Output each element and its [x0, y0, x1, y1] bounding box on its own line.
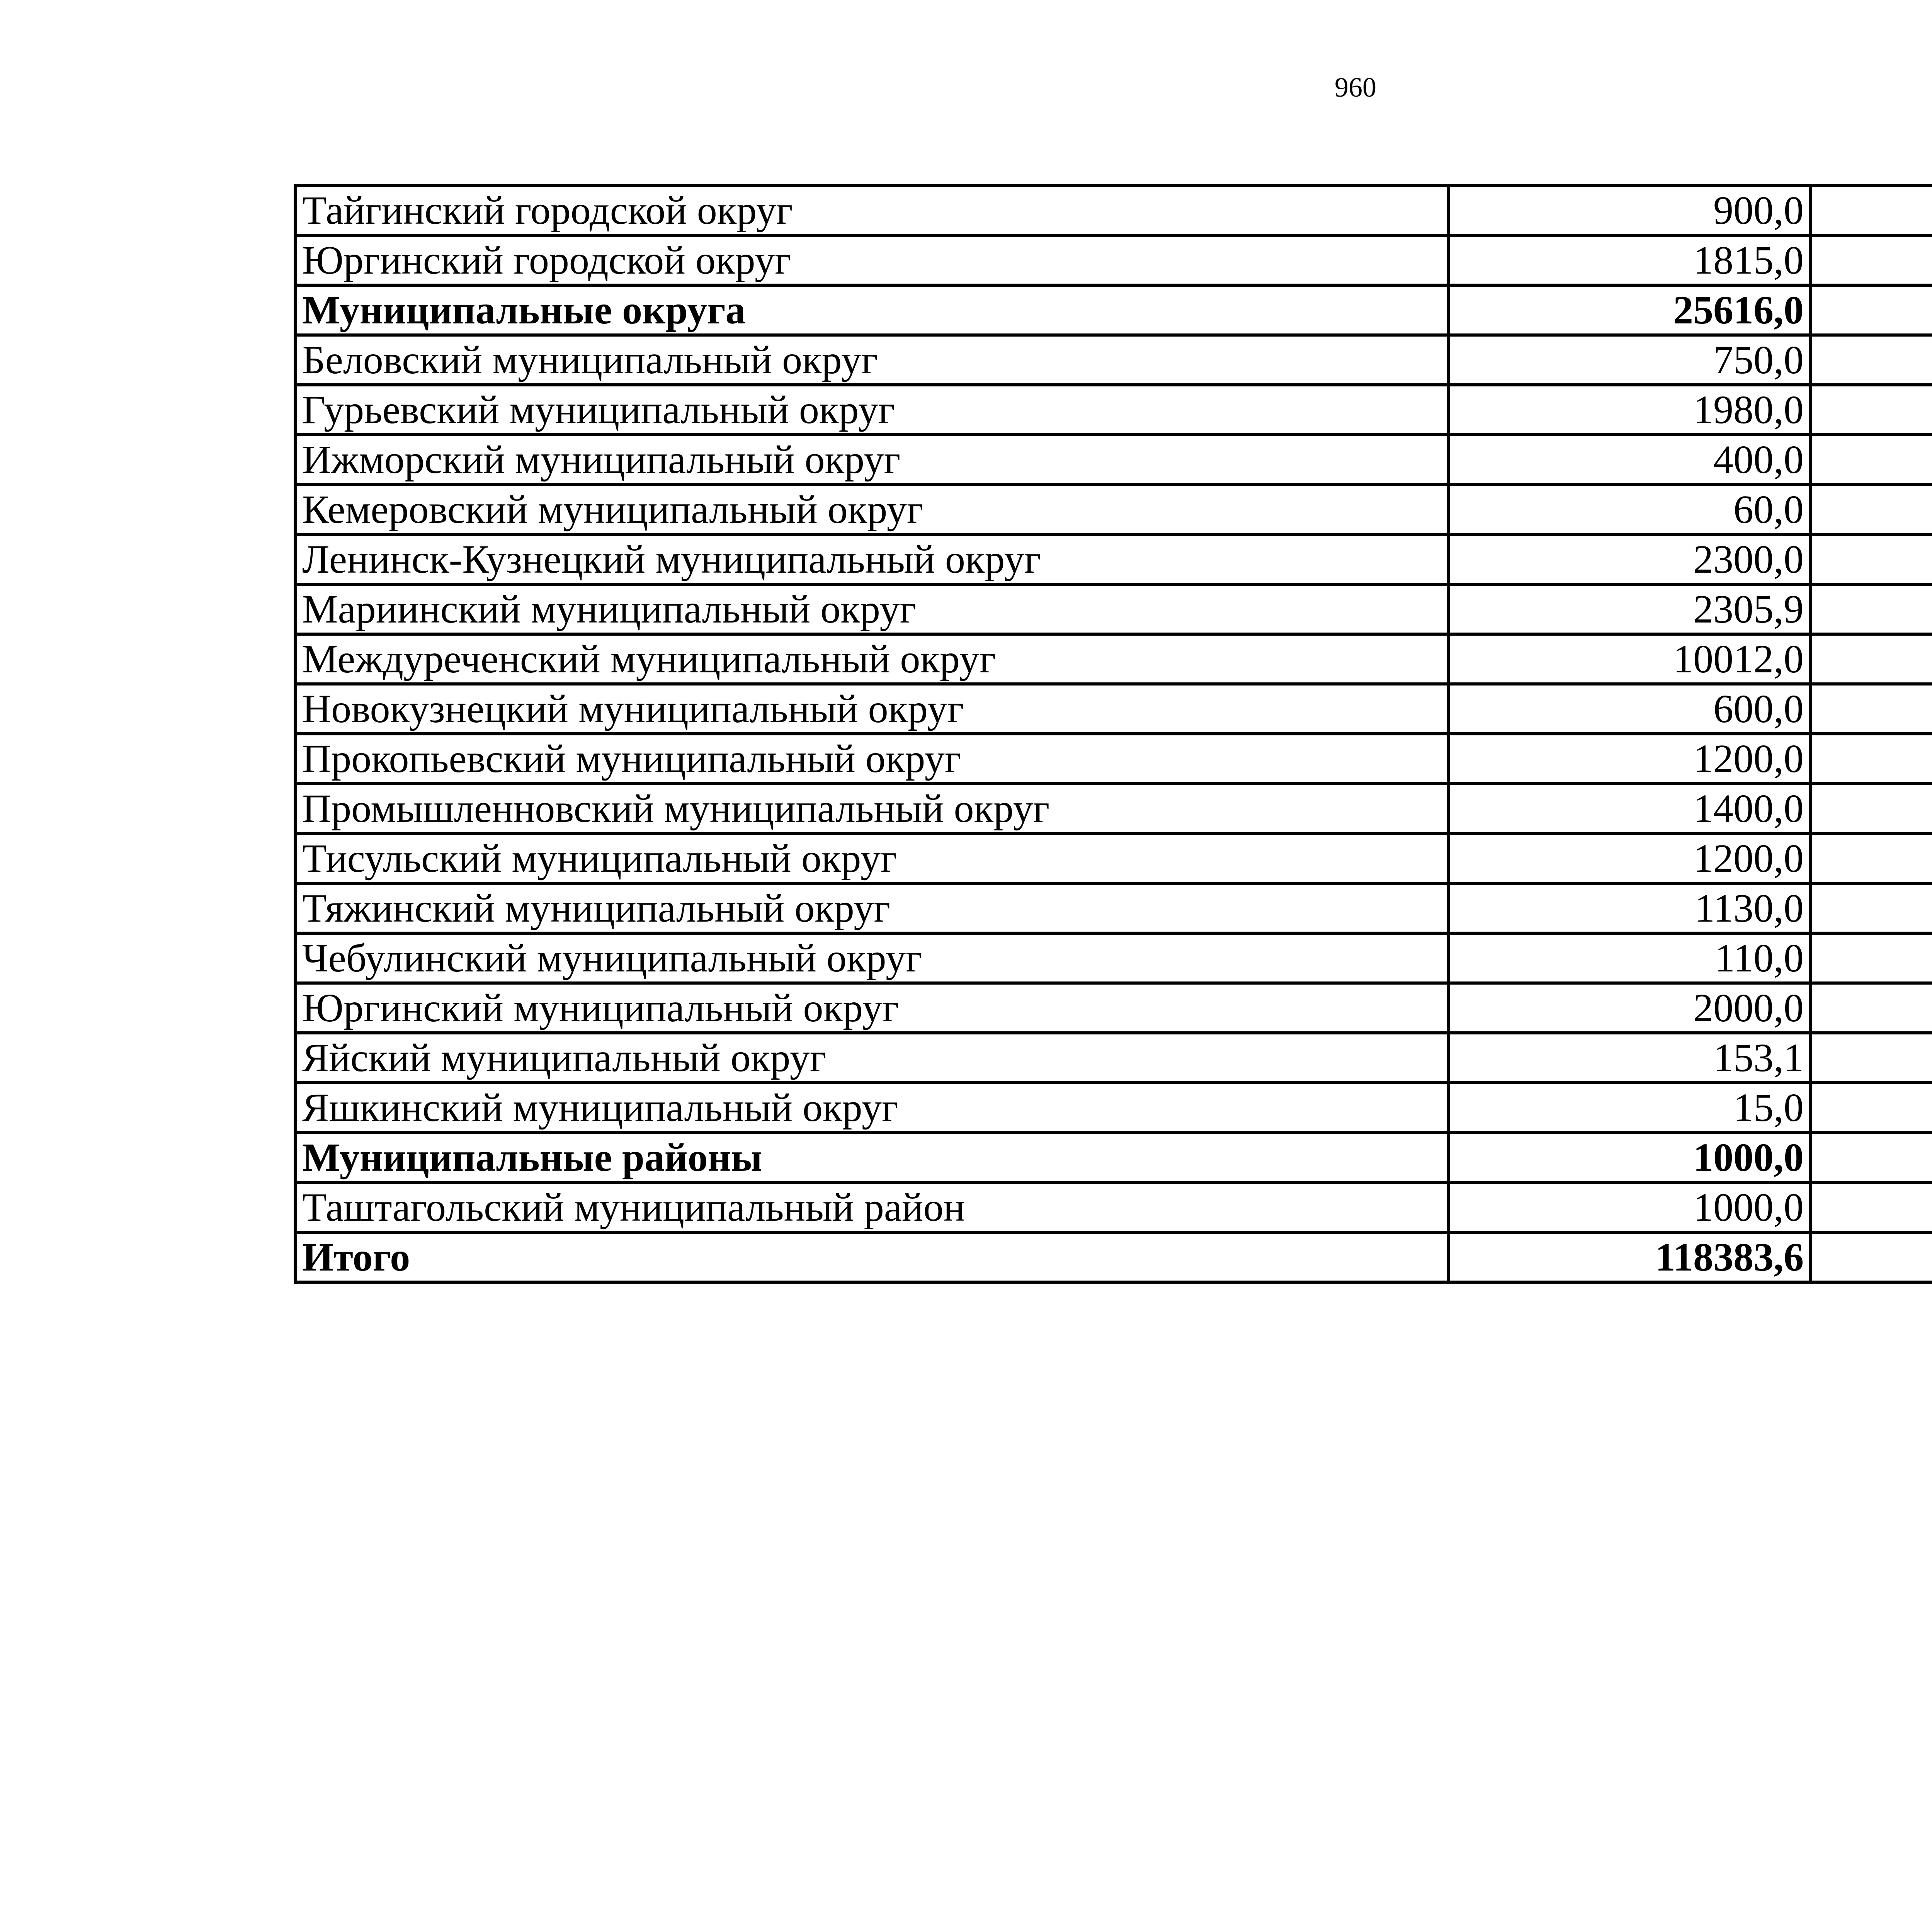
value-cell-1: 400,0	[1449, 435, 1811, 485]
value-cell-2	[1811, 1232, 1932, 1282]
value-cell-2	[1811, 833, 1932, 883]
value-cell-1: 1400,0	[1449, 784, 1811, 833]
table-row	[295, 285, 1932, 335]
value-cell-1: 1200,0	[1449, 734, 1811, 784]
value-cell-1: 60,0	[1449, 485, 1811, 534]
table-row	[295, 435, 1932, 485]
value-cell-1: 1000,0	[1449, 1182, 1811, 1232]
table-row	[295, 534, 1932, 584]
table-row	[295, 983, 1932, 1033]
municipality-name-cell: Новокузнецкий муниципальный округ	[295, 684, 1449, 734]
table-row	[295, 684, 1932, 734]
table-row	[295, 235, 1932, 285]
municipality-name-cell: Ижморский муниципальный округ	[295, 435, 1449, 485]
value-cell-1: 153,1	[1449, 1033, 1811, 1083]
value-cell-2	[1811, 285, 1932, 335]
value-cell-2	[1811, 983, 1932, 1033]
value-cell-1: 1200,0	[1449, 833, 1811, 883]
value-cell-2	[1811, 584, 1932, 634]
table-row	[295, 185, 1932, 235]
municipality-name-cell: Беловский муниципальный округ	[295, 335, 1449, 385]
value-cell-1: 10012,0	[1449, 634, 1811, 684]
table-row	[295, 734, 1932, 784]
value-cell-2	[1811, 385, 1932, 435]
table-row	[295, 385, 1932, 435]
municipality-name-cell: Гурьевский муниципальный округ	[295, 385, 1449, 435]
table-row	[295, 883, 1932, 933]
value-cell-2	[1811, 734, 1932, 784]
value-cell-2	[1811, 185, 1932, 235]
budget-table-body	[295, 185, 1932, 1282]
municipality-name-cell: Тяжинский муниципальный округ	[295, 883, 1449, 933]
budget-table	[294, 184, 1932, 1284]
table-row	[295, 784, 1932, 833]
table-row	[295, 1033, 1932, 1083]
municipality-name-cell: Юргинский городской округ	[295, 235, 1449, 285]
table-row	[295, 634, 1932, 684]
value-cell-1: 600,0	[1449, 684, 1811, 734]
page-number: 960	[1335, 72, 1376, 103]
municipality-name-cell: Итого	[295, 1232, 1449, 1282]
municipality-name-cell: Тайгинский городской округ	[295, 185, 1449, 235]
value-cell-2	[1811, 933, 1932, 983]
municipality-name-cell: Муниципальные районы	[295, 1133, 1449, 1182]
value-cell-2	[1811, 1083, 1932, 1133]
municipality-name-cell: Юргинский муниципальный округ	[295, 983, 1449, 1033]
value-cell-1: 110,0	[1449, 933, 1811, 983]
value-cell-2	[1811, 1133, 1932, 1182]
table-row	[295, 584, 1932, 634]
value-cell-1: 1815,0	[1449, 235, 1811, 285]
value-cell-1: 1000,0	[1449, 1133, 1811, 1182]
value-cell-1: 2305,9	[1449, 584, 1811, 634]
value-cell-2	[1811, 883, 1932, 933]
municipality-name-cell: Таштагольский муниципальный район	[295, 1182, 1449, 1232]
municipality-name-cell: Яйский муниципальный округ	[295, 1033, 1449, 1083]
municipality-name-cell: Промышленновский муниципальный округ	[295, 784, 1449, 833]
value-cell-1: 900,0	[1449, 185, 1811, 235]
value-cell-1: 15,0	[1449, 1083, 1811, 1133]
value-cell-2	[1811, 335, 1932, 385]
municipality-name-cell: Междуреченский муниципальный округ	[295, 634, 1449, 684]
value-cell-2	[1811, 634, 1932, 684]
table-row	[295, 933, 1932, 983]
value-cell-1: 2000,0	[1449, 983, 1811, 1033]
municipality-name-cell: Мариинский муниципальный округ	[295, 584, 1449, 634]
value-cell-1: 25616,0	[1449, 285, 1811, 335]
value-cell-1: 1980,0	[1449, 385, 1811, 435]
value-cell-1: 750,0	[1449, 335, 1811, 385]
table-row	[295, 1133, 1932, 1182]
municipality-name-cell: Тисульский муниципальный округ	[295, 833, 1449, 883]
value-cell-1: 1130,0	[1449, 883, 1811, 933]
table-row	[295, 1182, 1932, 1232]
value-cell-2	[1811, 684, 1932, 734]
municipality-name-cell: Чебулинский муниципальный округ	[295, 933, 1449, 983]
value-cell-2	[1811, 1182, 1932, 1232]
value-cell-2	[1811, 435, 1932, 485]
value-cell-1: 2300,0	[1449, 534, 1811, 584]
value-cell-2	[1811, 485, 1932, 534]
table-row	[295, 833, 1932, 883]
municipality-name-cell: Яшкинский муниципальный округ	[295, 1083, 1449, 1133]
value-cell-1: 118383,6	[1449, 1232, 1811, 1282]
municipality-name-cell: Прокопьевский муниципальный округ	[295, 734, 1449, 784]
table-row	[295, 485, 1932, 534]
table-row	[295, 1232, 1932, 1282]
value-cell-2	[1811, 1033, 1932, 1083]
municipality-name-cell: Кемеровский муниципальный округ	[295, 485, 1449, 534]
table-row	[295, 335, 1932, 385]
table-row	[295, 1083, 1932, 1133]
value-cell-2	[1811, 784, 1932, 833]
value-cell-2	[1811, 534, 1932, 584]
value-cell-2	[1811, 235, 1932, 285]
municipality-name-cell: Ленинск-Кузнецкий муниципальный округ	[295, 534, 1449, 584]
municipality-name-cell: Муниципальные округа	[295, 285, 1449, 335]
